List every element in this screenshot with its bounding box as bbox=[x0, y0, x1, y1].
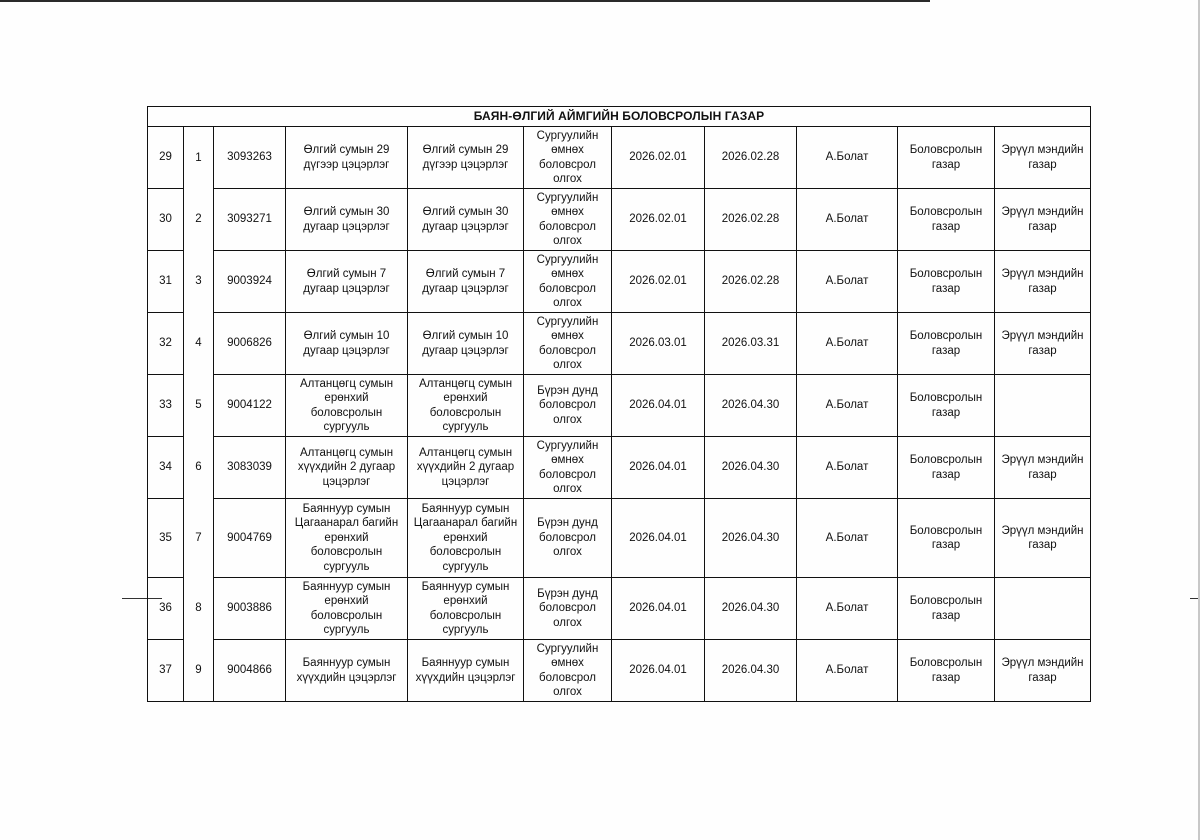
index-cell: 6 bbox=[184, 437, 214, 499]
end-date-cell: 2026.04.30 bbox=[705, 437, 797, 499]
index-cell: 4 bbox=[184, 313, 214, 375]
partner-organization-cell: Эрүүл мэндийн газар bbox=[995, 313, 1091, 375]
responsible-person-cell: А.Болат bbox=[797, 127, 898, 189]
education-type-cell: Бүрэн дунд боловсрол олгох bbox=[524, 375, 612, 437]
row-number-cell: 29 bbox=[148, 127, 184, 189]
index-cell: 7 bbox=[184, 499, 214, 578]
code-cell: 9004769 bbox=[214, 499, 286, 578]
institution-name-copy-cell: Өлгий сумын 10 дугаар цэцэрлэг bbox=[408, 313, 524, 375]
start-date-cell: 2026.02.01 bbox=[612, 127, 705, 189]
education-type-cell: Сургуулийн өмнөх боловсрол олгох bbox=[524, 189, 612, 251]
institution-name-copy-cell: Өлгий сумын 30 дугаар цэцэрлэг bbox=[408, 189, 524, 251]
index-cell: 8 bbox=[184, 578, 214, 640]
row-number-cell: 31 bbox=[148, 251, 184, 313]
row-number-cell: 32 bbox=[148, 313, 184, 375]
education-type-cell: Сургуулийн өмнөх боловсрол олгох bbox=[524, 251, 612, 313]
organization-cell: Боловсролын газар bbox=[898, 251, 995, 313]
education-type-cell: Сургуулийн өмнөх боловсрол олгох bbox=[524, 437, 612, 499]
partner-organization-cell: Эрүүл мэндийн газар bbox=[995, 499, 1091, 578]
responsible-person-cell: А.Болат bbox=[797, 578, 898, 640]
institution-name-cell: Баяннуур сумын хүүхдийн цэцэрлэг bbox=[286, 640, 408, 702]
institution-name-copy-cell: Өлгий сумын 7 дугаар цэцэрлэг bbox=[408, 251, 524, 313]
end-date-cell: 2026.03.31 bbox=[705, 313, 797, 375]
index-cell: 5 bbox=[184, 375, 214, 437]
organization-cell: Боловсролын газар bbox=[898, 189, 995, 251]
responsible-person-cell: А.Болат bbox=[797, 313, 898, 375]
end-date-cell: 2026.02.28 bbox=[705, 189, 797, 251]
education-type-cell: Сургуулийн өмнөх боловсрол олгох bbox=[524, 640, 612, 702]
code-cell: 3093271 bbox=[214, 189, 286, 251]
organization-cell: Боловсролын газар bbox=[898, 375, 995, 437]
table-row bbox=[148, 640, 1091, 702]
organization-cell: Боловсролын газар bbox=[898, 313, 995, 375]
institution-name-copy-cell: Алтанцөгц сумын ерөнхий боловсролын сургууль bbox=[408, 375, 524, 437]
end-date-cell: 2026.02.28 bbox=[705, 127, 797, 189]
start-date-cell: 2026.04.01 bbox=[612, 578, 705, 640]
code-cell: 3093263 bbox=[214, 127, 286, 189]
institution-name-cell: Баяннуур сумын Цагаанарал багийн ерөнхий боловсролын сургууль bbox=[286, 499, 408, 578]
index-cell: 2 bbox=[184, 189, 214, 251]
code-cell: 9004866 bbox=[214, 640, 286, 702]
row-number-cell: 36 bbox=[148, 578, 184, 640]
end-date-cell: 2026.02.28 bbox=[705, 251, 797, 313]
partner-organization-cell bbox=[995, 375, 1091, 437]
partner-organization-cell: Эрүүл мэндийн газар bbox=[995, 437, 1091, 499]
education-type-cell: Сургуулийн өмнөх боловсрол олгох bbox=[524, 313, 612, 375]
start-date-cell: 2026.04.01 bbox=[612, 499, 705, 578]
responsible-person-cell: А.Болат bbox=[797, 189, 898, 251]
education-type-cell: Бүрэн дунд боловсрол олгох bbox=[524, 578, 612, 640]
organization-cell: Боловсролын газар bbox=[898, 127, 995, 189]
code-cell: 3083039 bbox=[214, 437, 286, 499]
partner-organization-cell: Эрүүл мэндийн газар bbox=[995, 127, 1091, 189]
end-date-cell: 2026.04.30 bbox=[705, 499, 797, 578]
row-number-cell: 30 bbox=[148, 189, 184, 251]
institution-name-cell: Алтанцөгц сумын хүүхдийн 2 дугаар цэцэрлэг bbox=[286, 437, 408, 499]
end-date-cell: 2026.04.30 bbox=[705, 640, 797, 702]
education-type-cell: Сургуулийн өмнөх боловсрол олгох bbox=[524, 127, 612, 189]
responsible-person-cell: А.Болат bbox=[797, 375, 898, 437]
index-cell: 3 bbox=[184, 251, 214, 313]
end-date-cell: 2026.04.30 bbox=[705, 375, 797, 437]
table-row bbox=[148, 437, 1091, 499]
organization-cell: Боловсролын газар bbox=[898, 499, 995, 578]
table-row bbox=[148, 251, 1091, 313]
start-date-cell: 2026.02.01 bbox=[612, 251, 705, 313]
table-row bbox=[148, 375, 1091, 437]
institution-name-cell: Баяннуур сумын ерөнхий боловсролын сургууль bbox=[286, 578, 408, 640]
partner-organization-cell bbox=[995, 578, 1091, 640]
institution-name-cell: Өлгий сумын 29 дүгээр цэцэрлэг bbox=[286, 127, 408, 189]
partner-organization-cell: Эрүүл мэндийн газар bbox=[995, 189, 1091, 251]
code-cell: 9006826 bbox=[214, 313, 286, 375]
code-cell: 9003886 bbox=[214, 578, 286, 640]
table-title: БАЯН-ӨЛГИЙ АЙМГИЙН БОЛОВСРОЛЫН ГАЗАР bbox=[148, 107, 1091, 127]
scan-edge-top bbox=[0, 0, 930, 2]
institution-name-copy-cell: Баяннуур сумын хүүхдийн цэцэрлэг bbox=[408, 640, 524, 702]
education-type-cell: Бүрэн дунд боловсрол олгох bbox=[524, 499, 612, 578]
code-cell: 9003924 bbox=[214, 251, 286, 313]
row-number-cell: 35 bbox=[148, 499, 184, 578]
start-date-cell: 2026.04.01 bbox=[612, 437, 705, 499]
responsible-person-cell: А.Болат bbox=[797, 640, 898, 702]
institution-name-cell: Өлгий сумын 10 дугаар цэцэрлэг bbox=[286, 313, 408, 375]
start-date-cell: 2026.04.01 bbox=[612, 375, 705, 437]
table-body bbox=[148, 127, 1091, 702]
row-number-cell: 33 bbox=[148, 375, 184, 437]
organization-cell: Боловсролын газар bbox=[898, 437, 995, 499]
fold-mark-right bbox=[1190, 598, 1198, 599]
table-row bbox=[148, 127, 1091, 189]
institution-name-cell: Өлгий сумын 7 дугаар цэцэрлэг bbox=[286, 251, 408, 313]
table-row bbox=[148, 313, 1091, 375]
organization-cell: Боловсролын газар bbox=[898, 578, 995, 640]
responsible-person-cell: А.Болат bbox=[797, 437, 898, 499]
responsible-person-cell: А.Болат bbox=[797, 499, 898, 578]
index-cell: 1 bbox=[184, 127, 214, 189]
end-date-cell: 2026.04.30 bbox=[705, 578, 797, 640]
institution-name-copy-cell: Алтанцөгц сумын хүүхдийн 2 дугаар цэцэрлэг bbox=[408, 437, 524, 499]
table-row bbox=[148, 499, 1091, 578]
partner-organization-cell: Эрүүл мэндийн газар bbox=[995, 251, 1091, 313]
institution-name-cell: Өлгий сумын 30 дугаар цэцэрлэг bbox=[286, 189, 408, 251]
institution-name-cell: Алтанцөгц сумын ерөнхий боловсролын сургууль bbox=[286, 375, 408, 437]
responsible-person-cell: А.Болат bbox=[797, 251, 898, 313]
row-number-cell: 34 bbox=[148, 437, 184, 499]
start-date-cell: 2026.03.01 bbox=[612, 313, 705, 375]
partner-organization-cell: Эрүүл мэндийн газар bbox=[995, 640, 1091, 702]
start-date-cell: 2026.04.01 bbox=[612, 640, 705, 702]
institution-name-copy-cell: Баяннуур сумын Цагаанарал багийн ерөнхий боловсролын сургууль bbox=[408, 499, 524, 578]
schedule-table bbox=[147, 106, 1091, 702]
table-row bbox=[148, 189, 1091, 251]
row-number-cell: 37 bbox=[148, 640, 184, 702]
code-cell: 9004122 bbox=[214, 375, 286, 437]
institution-name-copy-cell: Баяннуур сумын ерөнхий боловсролын сургууль bbox=[408, 578, 524, 640]
start-date-cell: 2026.02.01 bbox=[612, 189, 705, 251]
organization-cell: Боловсролын газар bbox=[898, 640, 995, 702]
table-row bbox=[148, 578, 1091, 640]
institution-name-copy-cell: Өлгий сумын 29 дүгээр цэцэрлэг bbox=[408, 127, 524, 189]
index-cell: 9 bbox=[184, 640, 214, 702]
